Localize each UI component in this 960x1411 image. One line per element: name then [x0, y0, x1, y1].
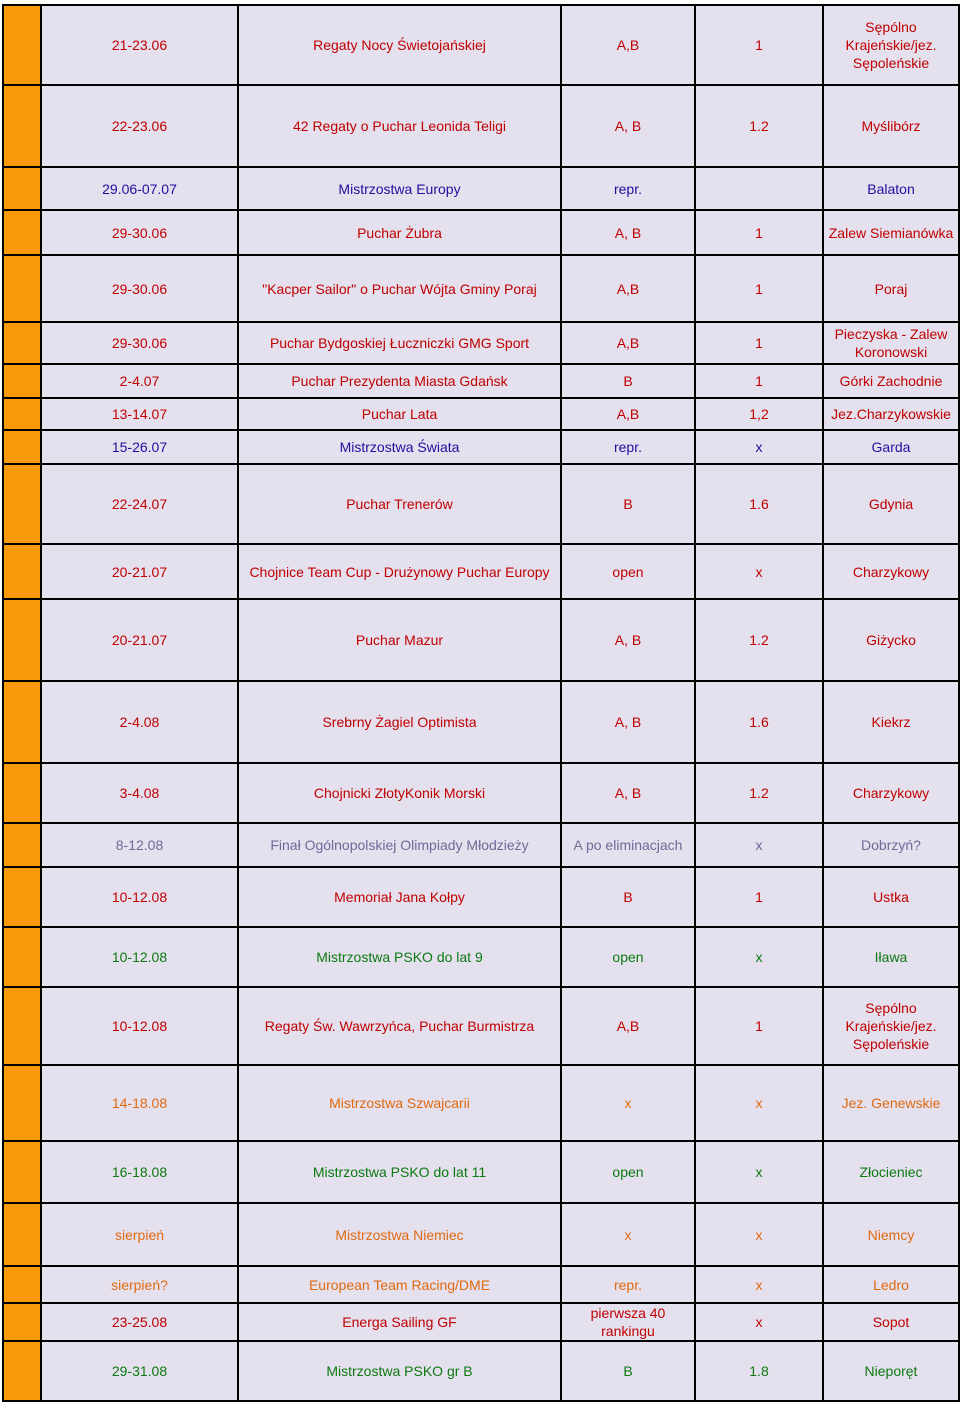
event-name-cell: Mistrzostwa Niemiec — [238, 1203, 561, 1266]
venue-cell: Sępólno Krajeńskie/jez. Sępoleńskie — [823, 987, 959, 1065]
event-name-cell: 42 Regaty o Puchar Leonida Teligi — [238, 85, 561, 167]
event-name-cell: Regaty Nocy Świetojańskiej — [238, 5, 561, 85]
table-row — [3, 763, 959, 823]
class-cell: B — [561, 364, 695, 398]
class-cell: A, B — [561, 763, 695, 823]
venue-cell: Dobrzyń? — [823, 823, 959, 867]
row-marker — [3, 867, 41, 927]
row-marker — [3, 1303, 41, 1341]
table-row — [3, 210, 959, 255]
venue-cell: Kiekrz — [823, 681, 959, 763]
event-name-cell: Srebrny Żagiel Optimista — [238, 681, 561, 763]
date-cell: 2-4.08 — [41, 681, 238, 763]
date-cell: 3-4.08 — [41, 763, 238, 823]
table-row — [3, 255, 959, 322]
table-row — [3, 464, 959, 544]
class-cell: A,B — [561, 255, 695, 322]
date-cell: 14-18.08 — [41, 1065, 238, 1141]
date-cell: 29-30.06 — [41, 255, 238, 322]
class-cell: A,B — [561, 398, 695, 430]
table-row — [3, 867, 959, 927]
date-cell: sierpień — [41, 1203, 238, 1266]
table-row — [3, 430, 959, 464]
category-cell: 1 — [695, 322, 823, 364]
row-marker — [3, 1341, 41, 1401]
event-name-cell: European Team Racing/DME — [238, 1266, 561, 1303]
table-row — [3, 987, 959, 1065]
row-marker — [3, 599, 41, 681]
date-cell: 20-21.07 — [41, 599, 238, 681]
category-cell: 1 — [695, 210, 823, 255]
venue-cell: Jez.Charzykowskie — [823, 398, 959, 430]
table-row — [3, 398, 959, 430]
row-marker — [3, 1203, 41, 1266]
class-cell: A, B — [561, 210, 695, 255]
class-cell: B — [561, 464, 695, 544]
row-marker — [3, 464, 41, 544]
event-name-cell: Mistrzostwa PSKO gr B — [238, 1341, 561, 1401]
venue-cell: Giżycko — [823, 599, 959, 681]
table-row — [3, 599, 959, 681]
category-cell: x — [695, 1303, 823, 1341]
class-cell: pierwsza 40 rankingu — [561, 1303, 695, 1341]
row-marker — [3, 322, 41, 364]
event-name-cell: Regaty Św. Wawrzyńca, Puchar Burmistrza — [238, 987, 561, 1065]
venue-cell: Sępólno Krajeńskie/jez. Sępoleńskie — [823, 5, 959, 85]
category-cell: 1.2 — [695, 599, 823, 681]
category-cell: 1,2 — [695, 398, 823, 430]
row-marker — [3, 681, 41, 763]
class-cell: repr. — [561, 167, 695, 210]
category-cell: x — [695, 927, 823, 987]
category-cell: x — [695, 1141, 823, 1203]
date-cell: 15-26.07 — [41, 430, 238, 464]
class-cell: A,B — [561, 322, 695, 364]
category-cell: 1.8 — [695, 1341, 823, 1401]
row-marker — [3, 1065, 41, 1141]
category-cell: 1 — [695, 867, 823, 927]
category-cell: x — [695, 430, 823, 464]
event-name-cell: Puchar Mazur — [238, 599, 561, 681]
table-row — [3, 322, 959, 364]
row-marker — [3, 255, 41, 322]
class-cell: x — [561, 1065, 695, 1141]
table-row — [3, 364, 959, 398]
table-row — [3, 1266, 959, 1303]
row-marker — [3, 364, 41, 398]
venue-cell: Garda — [823, 430, 959, 464]
category-cell: x — [695, 1065, 823, 1141]
venue-cell: Ledro — [823, 1266, 959, 1303]
table-row — [3, 681, 959, 763]
category-cell: x — [695, 1203, 823, 1266]
table-row — [3, 1203, 959, 1266]
event-name-cell: Puchar Trenerów — [238, 464, 561, 544]
event-name-cell: Chojnice Team Cup - Drużynowy Puchar Europy — [238, 544, 561, 599]
venue-cell: Iława — [823, 927, 959, 987]
event-name-cell: Mistrzostwa Świata — [238, 430, 561, 464]
row-marker — [3, 1141, 41, 1203]
row-marker — [3, 167, 41, 210]
event-name-cell: Mistrzostwa PSKO do lat 9 — [238, 927, 561, 987]
venue-cell: Sopot — [823, 1303, 959, 1341]
table-row — [3, 544, 959, 599]
event-name-cell: Puchar Żubra — [238, 210, 561, 255]
category-cell — [695, 167, 823, 210]
date-cell: 29-30.06 — [41, 210, 238, 255]
event-name-cell: Energa Sailing GF — [238, 1303, 561, 1341]
event-name-cell: Chojnicki ZłotyKonik Morski — [238, 763, 561, 823]
category-cell: 1.6 — [695, 464, 823, 544]
date-cell: 21-23.06 — [41, 5, 238, 85]
date-cell: 8-12.08 — [41, 823, 238, 867]
class-cell: A po eliminacjach — [561, 823, 695, 867]
date-cell: sierpień? — [41, 1266, 238, 1303]
class-cell: x — [561, 1203, 695, 1266]
venue-cell: Balaton — [823, 167, 959, 210]
row-marker — [3, 1266, 41, 1303]
category-cell: 1 — [695, 255, 823, 322]
class-cell: A, B — [561, 681, 695, 763]
venue-cell: Pieczyska - Zalew Koronowski — [823, 322, 959, 364]
class-cell: A, B — [561, 85, 695, 167]
date-cell: 29-30.06 — [41, 322, 238, 364]
category-cell: 1.2 — [695, 85, 823, 167]
date-cell: 10-12.08 — [41, 987, 238, 1065]
date-cell: 10-12.08 — [41, 867, 238, 927]
row-marker — [3, 763, 41, 823]
venue-cell: Zalew Siemianówka — [823, 210, 959, 255]
class-cell: A, B — [561, 599, 695, 681]
venue-cell: Charzykowy — [823, 763, 959, 823]
row-marker — [3, 927, 41, 987]
category-cell: 1.2 — [695, 763, 823, 823]
event-name-cell: Puchar Bydgoskiej Łuczniczki GMG Sport — [238, 322, 561, 364]
row-marker — [3, 398, 41, 430]
venue-cell: Nieporęt — [823, 1341, 959, 1401]
date-cell: 13-14.07 — [41, 398, 238, 430]
table-row — [3, 167, 959, 210]
row-marker — [3, 210, 41, 255]
venue-cell: Poraj — [823, 255, 959, 322]
event-name-cell: Puchar Prezydenta Miasta Gdańsk — [238, 364, 561, 398]
venue-cell: Złocieniec — [823, 1141, 959, 1203]
category-cell: 1 — [695, 987, 823, 1065]
venue-cell: Górki Zachodnie — [823, 364, 959, 398]
category-cell: 1 — [695, 364, 823, 398]
row-marker — [3, 987, 41, 1065]
class-cell: open — [561, 544, 695, 599]
regatta-schedule-table — [2, 4, 960, 1402]
class-cell: B — [561, 1341, 695, 1401]
venue-cell: Charzykowy — [823, 544, 959, 599]
date-cell: 16-18.08 — [41, 1141, 238, 1203]
date-cell: 10-12.08 — [41, 927, 238, 987]
class-cell: B — [561, 867, 695, 927]
event-name-cell: Mistrzostwa Szwajcarii — [238, 1065, 561, 1141]
event-name-cell: Memoriał Jana Kołpy — [238, 867, 561, 927]
category-cell: 1.6 — [695, 681, 823, 763]
venue-cell: Niemcy — [823, 1203, 959, 1266]
class-cell: repr. — [561, 1266, 695, 1303]
table-row — [3, 1341, 959, 1401]
date-cell: 29.06-07.07 — [41, 167, 238, 210]
schedule-body — [3, 5, 959, 1401]
row-marker — [3, 85, 41, 167]
table-row — [3, 1303, 959, 1341]
venue-cell: Gdynia — [823, 464, 959, 544]
date-cell: 29-31.08 — [41, 1341, 238, 1401]
row-marker — [3, 430, 41, 464]
class-cell: open — [561, 927, 695, 987]
row-marker — [3, 544, 41, 599]
event-name-cell: Mistrzostwa Europy — [238, 167, 561, 210]
event-name-cell: Puchar Lata — [238, 398, 561, 430]
venue-cell: Myślibórz — [823, 85, 959, 167]
table-row — [3, 1141, 959, 1203]
class-cell: repr. — [561, 430, 695, 464]
event-name-cell: Finał Ogólnopolskiej Olimpiady Młodzieży — [238, 823, 561, 867]
category-cell: x — [695, 823, 823, 867]
row-marker — [3, 5, 41, 85]
table-row — [3, 927, 959, 987]
table-row — [3, 5, 959, 85]
date-cell: 22-24.07 — [41, 464, 238, 544]
date-cell: 22-23.06 — [41, 85, 238, 167]
table-row — [3, 823, 959, 867]
class-cell: A,B — [561, 987, 695, 1065]
table-row — [3, 1065, 959, 1141]
row-marker — [3, 823, 41, 867]
class-cell: open — [561, 1141, 695, 1203]
event-name-cell: Mistrzostwa PSKO do lat 11 — [238, 1141, 561, 1203]
venue-cell: Jez. Genewskie — [823, 1065, 959, 1141]
category-cell: 1 — [695, 5, 823, 85]
table-row — [3, 85, 959, 167]
category-cell: x — [695, 1266, 823, 1303]
date-cell: 2-4.07 — [41, 364, 238, 398]
class-cell: A,B — [561, 5, 695, 85]
venue-cell: Ustka — [823, 867, 959, 927]
date-cell: 23-25.08 — [41, 1303, 238, 1341]
category-cell: x — [695, 544, 823, 599]
date-cell: 20-21.07 — [41, 544, 238, 599]
event-name-cell: "Kacper Sailor" o Puchar Wójta Gminy Poraj — [238, 255, 561, 322]
